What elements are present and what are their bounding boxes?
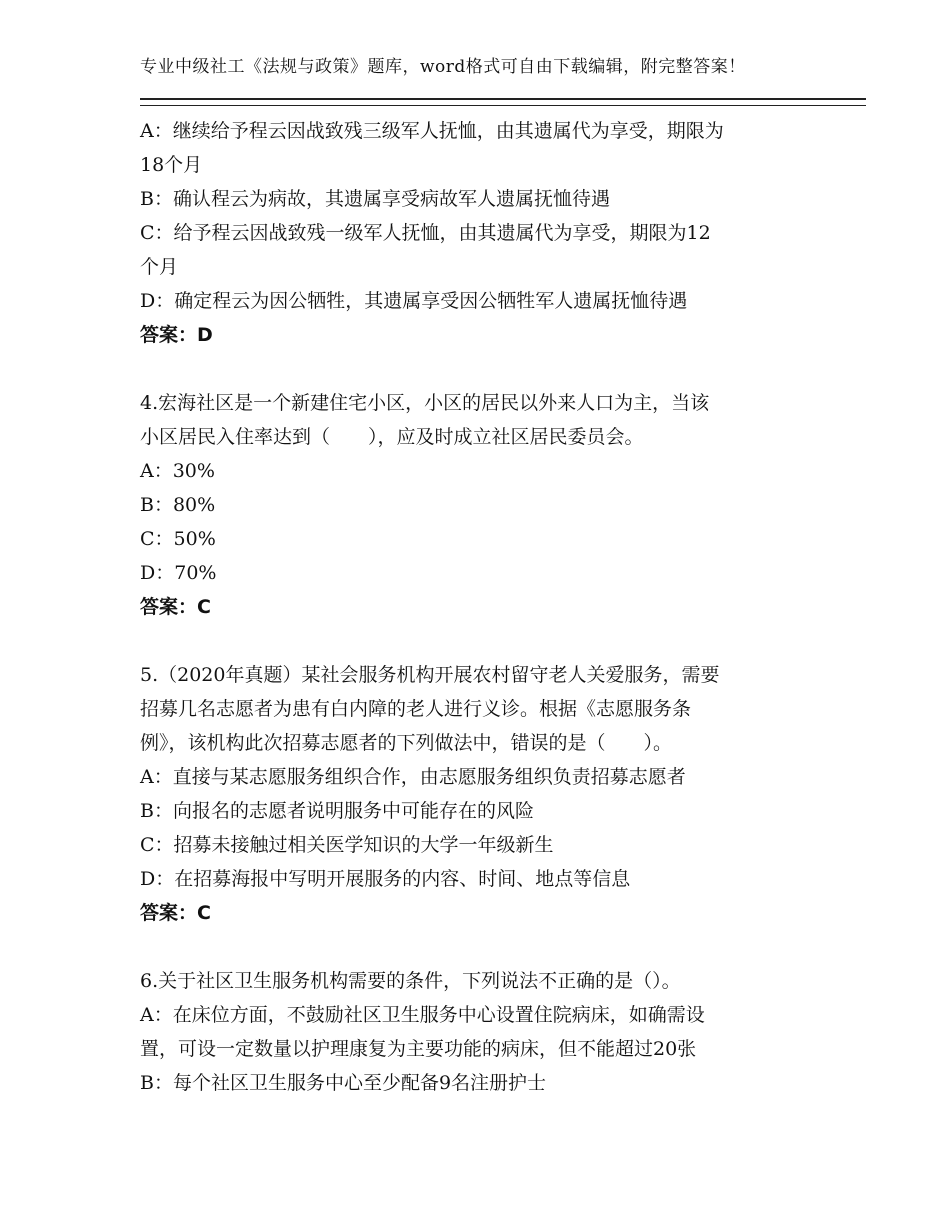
page-header: 专业中级社工《法规与政策》题库，word格式可自由下载编辑，附完整答案！ xyxy=(140,57,746,77)
option-c: C：招募未接触过相关医学知识的大学一年级新生 xyxy=(140,834,554,856)
option-b: B：每个社区卫生服务中心至少配备9名注册护士 xyxy=(140,1072,547,1094)
option-a-continued: 18个月 xyxy=(140,154,203,176)
option-a-continued: 置，可设一定数量以护理康复为主要功能的病床，但不能超过20张 xyxy=(140,1038,697,1060)
answer-label: 答案：D xyxy=(140,324,213,346)
option-c: C：给予程云因战致残一级军人抚恤，由其遗属代为享受，期限为12 xyxy=(140,222,711,244)
option-b: B：向报名的志愿者说明服务中可能存在的风险 xyxy=(140,800,534,822)
option-d: D：70% xyxy=(140,562,217,584)
option-a: A：继续给予程云因战致残三级军人抚恤，由其遗属代为享受，期限为 xyxy=(140,120,724,142)
spacer xyxy=(140,624,810,658)
question-6 xyxy=(140,964,810,1100)
question-content xyxy=(140,114,810,1100)
option-a: A：30% xyxy=(140,460,215,482)
question-stem-continued: 小区居民入住率达到（ ），应及时成立社区居民委员会。 xyxy=(140,426,644,448)
question-stem: 5.（2020年真题）某社会服务机构开展农村留守老人关爱服务，需要 xyxy=(140,664,720,686)
spacer xyxy=(140,352,810,386)
answer-label: 答案：C xyxy=(140,596,211,618)
option-c: C：50% xyxy=(140,528,216,550)
answer-label: 答案：C xyxy=(140,902,211,924)
question-4 xyxy=(140,386,810,624)
question-stem-continued: 招募几名志愿者为患有白内障的老人进行义诊。根据《志愿服务条 xyxy=(140,698,692,720)
question-stem-continued: 例》，该机构此次招募志愿者的下列做法中，错误的是（ ）。 xyxy=(140,732,673,754)
question-5 xyxy=(140,658,810,930)
question-stem: 4.宏海社区是一个新建住宅小区，小区的居民以外来人口为主，当该 xyxy=(140,392,710,414)
spacer xyxy=(140,930,810,964)
option-b: B：确认程云为病故，其遗属享受病故军人遗属抚恤待遇 xyxy=(140,188,610,210)
header-divider xyxy=(140,98,866,106)
option-b: B：80% xyxy=(140,494,216,516)
option-a: A：直接与某志愿服务组织合作，由志愿服务组织负责招募志愿者 xyxy=(140,766,686,788)
question-stem: 6.关于社区卫生服务机构需要的条件，下列说法不正确的是（）。 xyxy=(140,970,681,992)
option-d: D：在招募海报中写明开展服务的内容、时间、地点等信息 xyxy=(140,868,631,890)
question-3 xyxy=(140,114,810,352)
option-d: D：确定程云为因公牺牲，其遗属享受因公牺牲军人遗属抚恤待遇 xyxy=(140,290,688,312)
option-a: A：在床位方面，不鼓励社区卫生服务中心设置住院病床，如确需设 xyxy=(140,1004,705,1026)
option-c-continued: 个月 xyxy=(140,256,179,278)
